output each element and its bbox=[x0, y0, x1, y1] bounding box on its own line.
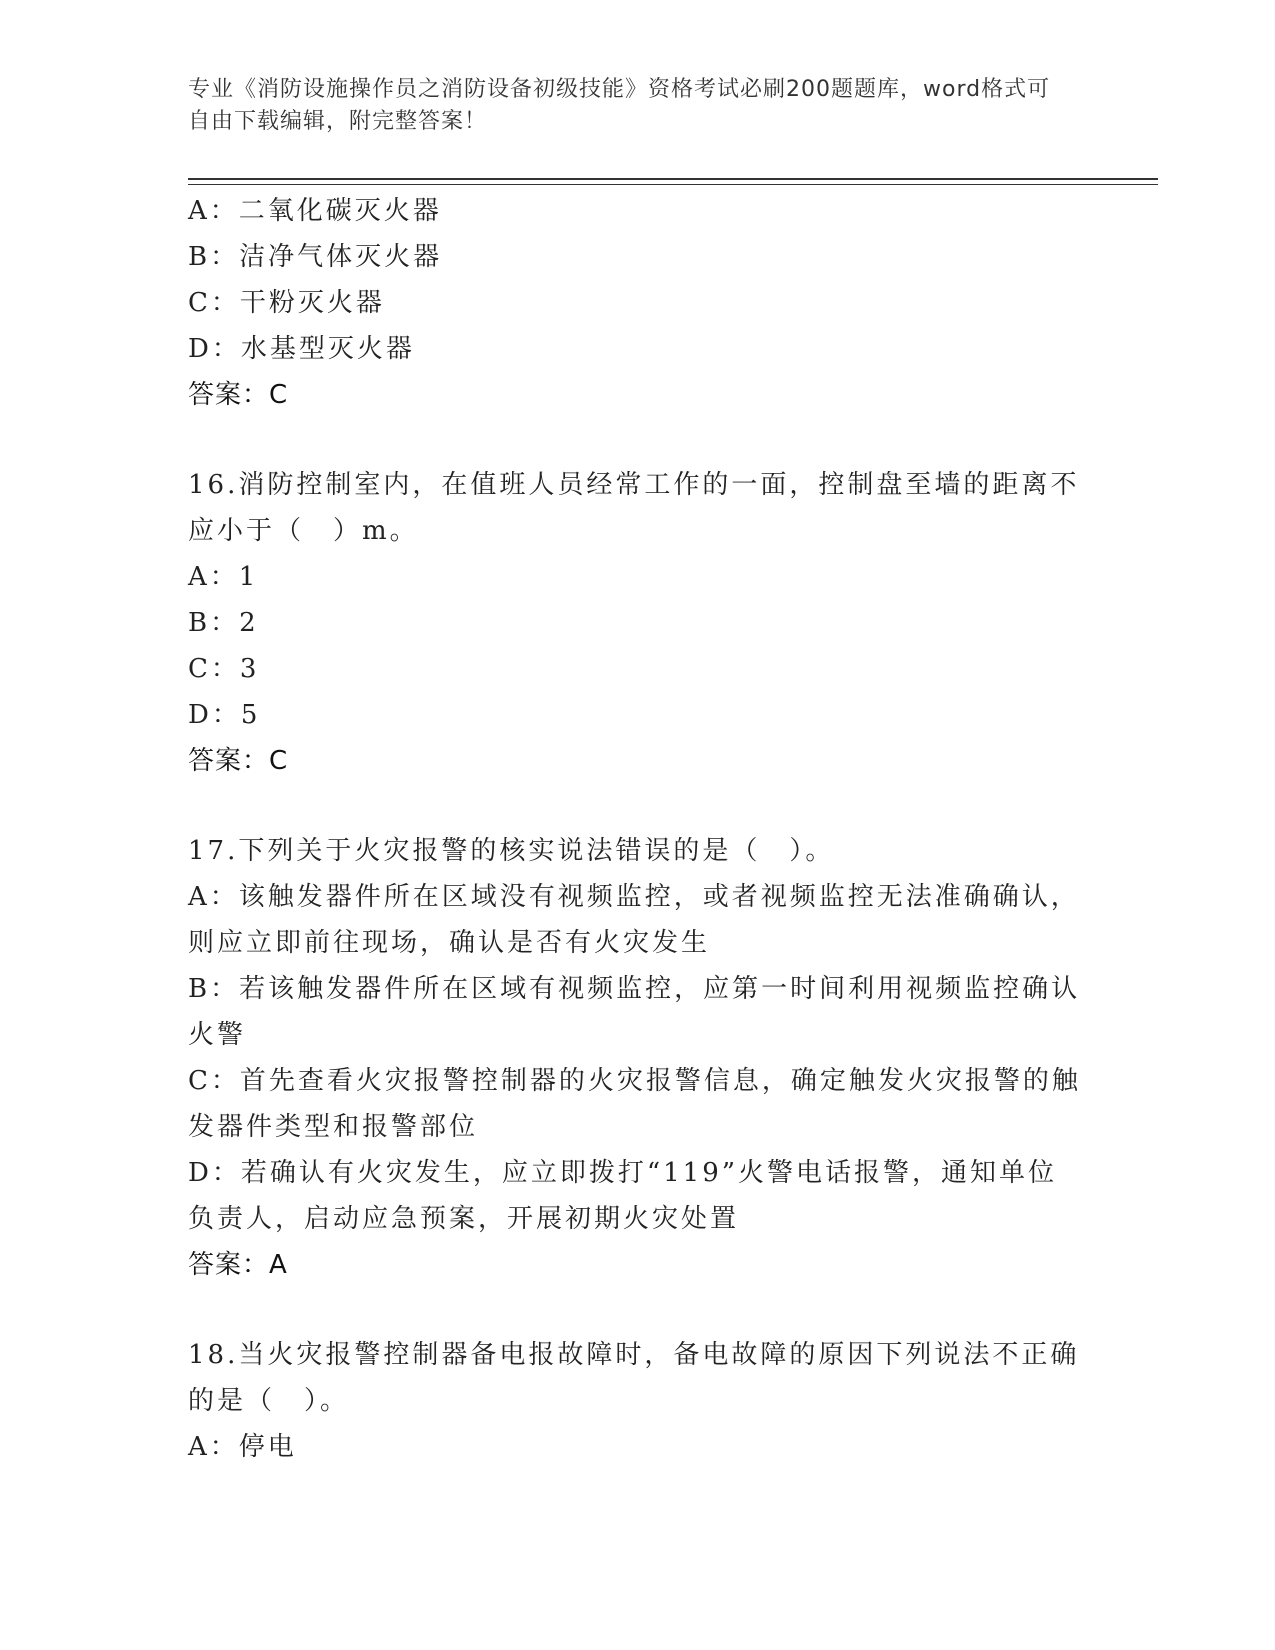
q16-stem-line2: 应小于（ ）m。 bbox=[188, 516, 419, 546]
q15-option-c: C：干粉灭火器 bbox=[188, 288, 385, 318]
q16-option-b: B：2 bbox=[188, 608, 259, 638]
q17-option-d-line1: D：若确认有火灾发生，应立即拨打“119”火警电话报警，通知单位 bbox=[188, 1158, 1058, 1188]
q17-option-a-line2: 则应立即前往现场，确认是否有火灾发生 bbox=[188, 928, 711, 958]
header-rule-bottom bbox=[188, 184, 1158, 185]
q16-option-c: C：3 bbox=[188, 654, 260, 684]
q17-option-d-line2: 负责人，启动应急预案，开展初期火灾处置 bbox=[188, 1204, 740, 1234]
q18-option-a: A：停电 bbox=[188, 1432, 297, 1462]
q16-stem-line1: 16.消防控制室内，在值班人员经常工作的一面，控制盘至墙的距离不 bbox=[188, 470, 1080, 500]
page-header-title: 专业《消防设施操作员之消防设备初级技能》资格考试必刷200题题库，word格式可自由下载编辑，附完整答案！ bbox=[188, 77, 1051, 134]
q16-option-a: A：1 bbox=[188, 562, 259, 592]
question-16 bbox=[188, 462, 1088, 784]
q17-option-b-line2: 火警 bbox=[188, 1020, 247, 1050]
question-18 bbox=[188, 1332, 1088, 1470]
q16-answer: 答案：C bbox=[188, 746, 289, 776]
question-15-options bbox=[188, 188, 1088, 418]
spacer bbox=[188, 1288, 1088, 1332]
q17-stem: 17.下列关于火灾报警的核实说法错误的是（ ）。 bbox=[188, 836, 835, 866]
q17-option-a-line1: A：该触发器件所在区域没有视频监控，或者视频监控无法准确确认， bbox=[188, 882, 1080, 912]
question-content bbox=[188, 188, 1088, 1470]
q15-answer: 答案：C bbox=[188, 380, 289, 410]
q17-option-c-line1: C：首先查看火灾报警控制器的火灾报警信息，确定触发火灾报警的触 bbox=[188, 1066, 1081, 1096]
header-rule-top bbox=[188, 178, 1158, 180]
q18-stem-line2: 的是（ ）。 bbox=[188, 1386, 350, 1416]
q15-option-b: B：洁净气体灭火器 bbox=[188, 242, 443, 272]
q17-option-b-line1: B：若该触发器件所在区域有视频监控，应第一时间利用视频监控确认 bbox=[188, 974, 1081, 1004]
q15-option-d: D：水基型灭火器 bbox=[188, 334, 415, 364]
spacer bbox=[188, 418, 1088, 462]
question-17 bbox=[188, 828, 1088, 1288]
q18-stem-line1: 18.当火灾报警控制器备电报故障时，备电故障的原因下列说法不正确 bbox=[188, 1340, 1080, 1370]
spacer bbox=[188, 784, 1088, 828]
q16-option-d: D：5 bbox=[188, 700, 261, 730]
q17-option-c-line2: 发器件类型和报警部位 bbox=[188, 1112, 479, 1142]
q17-answer: 答案：A bbox=[188, 1250, 288, 1280]
q15-option-a: A：二氧化碳灭火器 bbox=[188, 196, 442, 226]
